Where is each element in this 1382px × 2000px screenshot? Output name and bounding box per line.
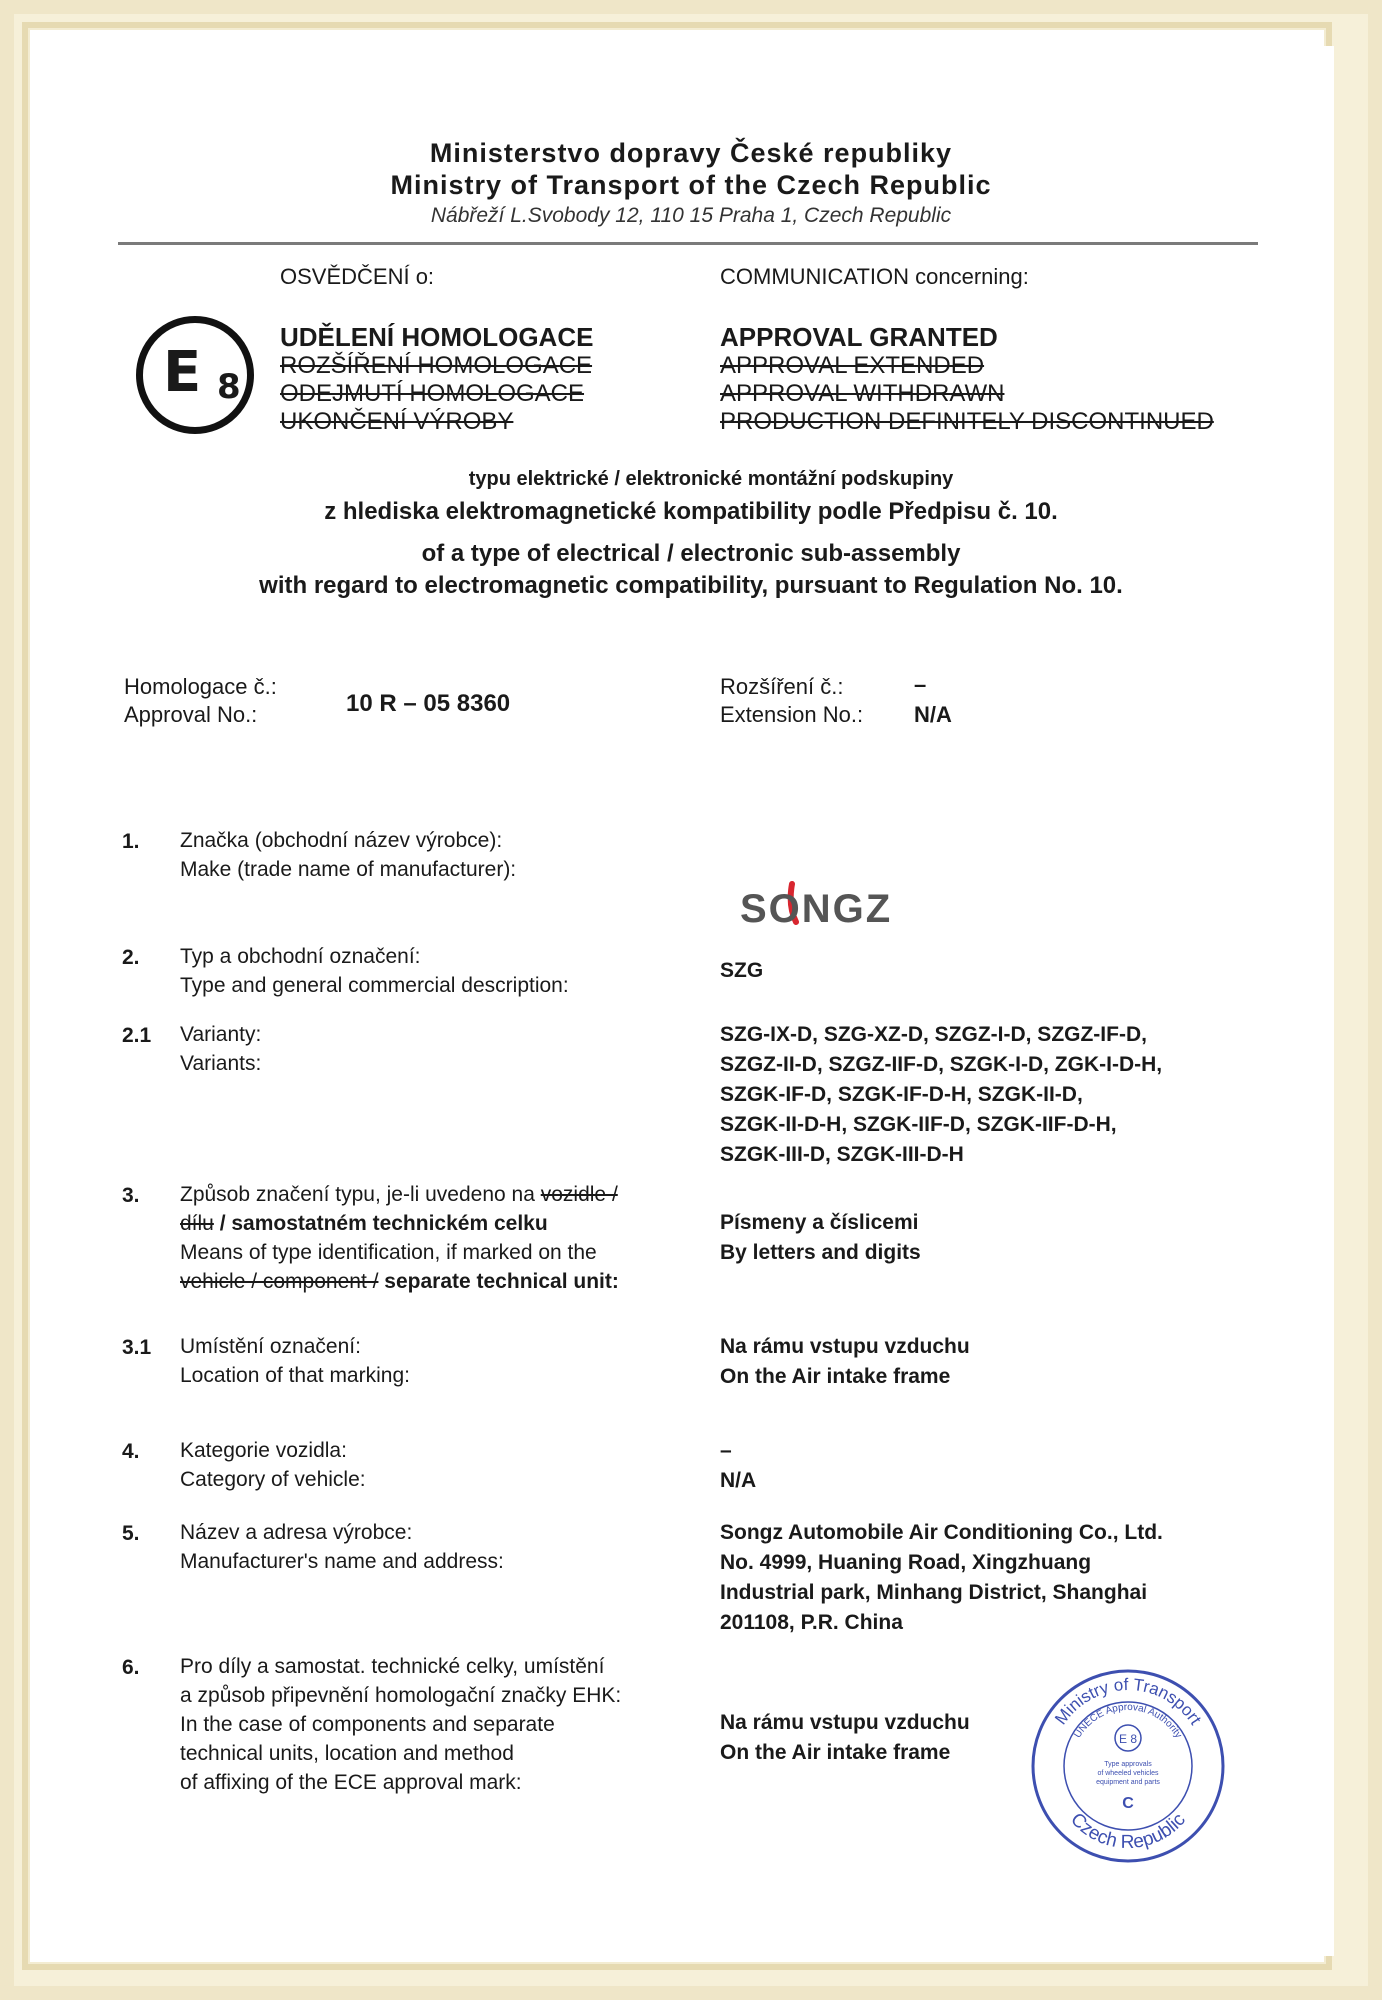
option-en-approval-withdrawn: APPROVAL WITHDRAWN [720,380,1005,407]
item-5-number: 5. [122,1522,140,1545]
option-cz-approval-extended: ROZŠÍŘENÍ HOMOLOGACE [280,352,593,379]
approval-no-label-cz: Homologace č.: [124,674,277,699]
item-6-value-en: On the Air intake frame [720,1741,951,1764]
e8-number: 8 [217,367,241,407]
item-1-number: 1. [122,830,140,853]
item-2-label [180,942,700,1000]
stamp-inner-text: UNECE Approval Authority [1072,1701,1184,1741]
item-2-1-label [180,1020,700,1078]
address-line: Songz Automobile Air Conditioning Co., Ltd. [720,1521,1163,1544]
communication-heading-cz: OSVĚDČENÍ o: [280,264,435,289]
header-divider [118,242,1258,245]
songz-logo [736,876,936,936]
item-3-value-en: By letters and digits [720,1241,921,1264]
variants-line: SZGK-II-D-H, SZGK-IIF-D, SZGK-IIF-D-H, [720,1113,1117,1136]
item-2-1-label-cz: Varianty: [180,1023,262,1046]
item-3-1-value-en: On the Air intake frame [720,1365,951,1388]
subject-cz-line2: z hlediska elektromagnetické kompatibility podle Předpisu č. 10. [324,498,1058,525]
item-3-value-cz: Písmeny a číslicemi [720,1211,919,1234]
item-1-label-cz: Značka (obchodní název výrobce): [180,829,503,852]
item-2-1-label-en: Variants: [180,1052,262,1075]
struck-vehicle-cz: vozidle / [540,1183,618,1206]
songz-logo-text: SONGZ [740,887,893,931]
item-6-number: 6. [122,1656,140,1679]
item-4-value-cz: – [720,1439,732,1462]
option-cz-approval-granted: UDĚLENÍ HOMOLOGACE [280,322,594,352]
item-3-value [720,1208,1280,1268]
option-en-production-discontinued: PRODUCTION DEFINITELY DISCONTINUED [720,408,1214,435]
variants-line: SZG-IX-D, SZG-XZ-D, SZGZ-I-D, SZGZ-IF-D, [720,1023,1147,1046]
ministry-address: Nábřeží L.Svobody 12, 110 15 Praha 1, Czech Republic [430,204,952,227]
item-5-label-en: Manufacturer's name and address: [180,1550,504,1573]
e8-approval-mark [136,316,254,434]
item-4-label [180,1436,700,1494]
approval-no-label-en: Approval No.: [124,702,258,727]
subject-en-line1: of a type of electrical / electronic sub-assembly [421,540,961,567]
item-4-value [720,1436,1280,1496]
item-4-label-en: Category of vehicle: [180,1468,366,1491]
item-3-1-label [180,1332,700,1390]
extension-no-label-en: Extension No.: [720,702,864,727]
address-line: Industrial park, Minhang District, Shanghai [720,1581,1148,1604]
extension-no-value-cz: – [914,672,927,697]
stamp-bottom-text: Czech Republic [1066,1809,1190,1854]
option-en-approval-granted: APPROVAL GRANTED [720,322,998,352]
item-2-number: 2. [122,946,140,969]
struck-vehicle-component-en: vehicle / component / [180,1270,379,1293]
item-6-value-cz: Na rámu vstupu vzduchu [720,1711,970,1734]
item-3-1-value [720,1332,1280,1392]
item-3-1-label-en: Location of that marking: [180,1364,410,1387]
extension-no-label-cz: Rozšíření č.: [720,674,844,699]
stamp-center-line: equipment and parts [1096,1779,1160,1786]
item-3-1-number: 3.1 [122,1336,152,1359]
approval-no-value: 10 R – 05 8360 [346,690,511,717]
struck-component-cz: dílu [180,1212,214,1235]
stamp-center-line: Type approvals [1104,1761,1152,1768]
variants-line: SZGZ-II-D, SZGZ-IIF-D, SZGK-I-D, ZGK-I-D-H, [720,1053,1163,1076]
item-3-label-en-line2: vehicle / component / separate technical unit: [180,1270,619,1293]
item-3-label-cz-line1: Způsob značení typu, je-li uvedeno na vozidle / [180,1183,618,1206]
item-2-1-variants [720,1020,1280,1170]
address-line: No. 4999, Huaning Road, Xingzhuang [720,1551,1092,1574]
item-2-label-en: Type and general commercial description: [180,974,569,997]
item-2-label-cz: Typ a obchodní označení: [180,945,421,968]
ministry-name-cz: Ministerstvo dopravy České republiky [429,138,953,168]
certificate-document [48,46,1334,1956]
item-5-label [180,1518,700,1576]
option-en-approval-extended: APPROVAL EXTENDED [720,352,985,379]
official-stamp [1028,1666,1228,1866]
e8-letter: E [163,340,202,405]
item-5-label-cz: Název a adresa výrobce: [180,1521,413,1544]
variants-line: SZGK-III-D, SZGK-III-D-H [720,1143,964,1166]
communication-heading-en: COMMUNICATION concerning: [720,264,1029,289]
item-3-label-cz-line2: dílu / samostatném technickém celku [180,1212,548,1235]
subject-en-line2: with regard to electromagnetic compatibility, pursuant to Regulation No. 10. [259,572,1123,599]
item-1-label-en: Make (trade name of manufacturer): [180,858,517,881]
item-4-label-cz: Kategorie vozidla: [180,1439,347,1462]
item-5-manufacturer-address [720,1518,1280,1638]
subject-cz-line1: typu elektrické / elektronické montážní podskupiny [468,468,954,490]
item-3-number: 3. [122,1184,140,1207]
variants-line: SZGK-IF-D, SZGK-IF-D-H, SZGK-II-D, [720,1083,1083,1106]
item-2-1-number: 2.1 [122,1024,152,1047]
stamp-top-text: Ministry of Transport [1051,1674,1206,1729]
item-3-1-label-cz: Umístění označení: [180,1335,361,1358]
extension-no-value-en: N/A [914,702,952,727]
item-1-label [180,826,700,884]
stamp-center-letter: C [1122,1795,1134,1812]
item-4-value-en: N/A [720,1469,757,1492]
option-cz-production-discontinued: UKONČENÍ VÝROBY [280,408,514,435]
item-4-number: 4. [122,1440,140,1463]
item-3-1-value-cz: Na rámu vstupu vzduchu [720,1335,970,1358]
item-2-value: SZG [720,959,764,982]
stamp-e-mark: E 8 [1118,1732,1138,1746]
ministry-name-en: Ministry of Transport of the Czech Republic [390,170,992,200]
stamp-center-line: of wheeled vehicles [1097,1770,1159,1777]
item-3-label-en-line1: Means of type identification, if marked on the [180,1241,597,1264]
address-line: 201108, P.R. China [720,1611,903,1634]
item-3-label [180,1180,700,1296]
option-cz-approval-withdrawn: ODEJMUTÍ HOMOLOGACE [280,380,585,407]
item-6-label: Pro díly a samostat. technické celky, umístění a způsob připevnění homologační značky EHK: In the case of components and separate technical units, location and method of affixing of the ECE approval mark: [180,1655,622,1794]
